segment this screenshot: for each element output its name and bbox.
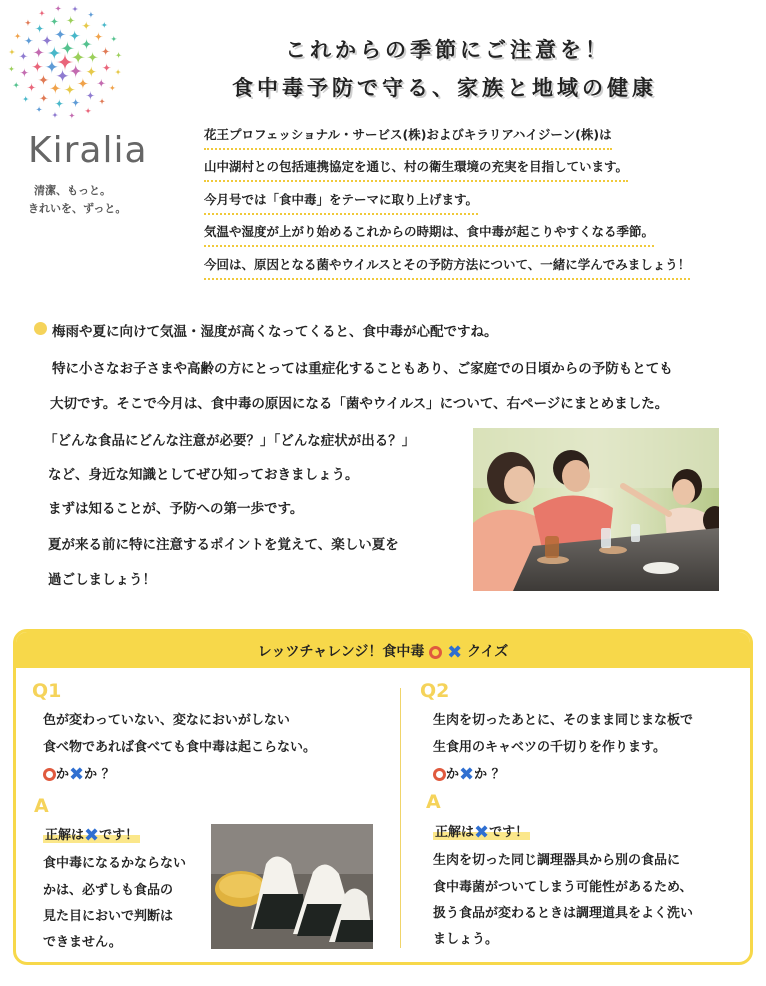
q1-choice: か✖か ？ [43, 763, 115, 782]
sparkle-mark [88, 11, 95, 18]
sparkle-mark [22, 96, 29, 103]
circle-icon [43, 768, 56, 781]
bullet-dot-icon [34, 322, 47, 335]
cross-icon: ✖ [459, 764, 475, 785]
body-line: 梅雨や夏に向けて気温・湿度が高くなってくると、食中毒が心配ですね。 [52, 324, 498, 340]
sparkle-mark [81, 38, 93, 50]
q2-line: 生肉を切ったあとに、そのまま同じまな板で [433, 713, 694, 728]
sparkle-mark [39, 10, 46, 17]
sparkle-mark [36, 106, 43, 113]
body-line: 「どんな食品にどんな注意が必要？」「どんな症状が出る？」 [44, 433, 416, 449]
quiz-title-prefix: レッツチャレンジ！食中毒 [257, 644, 425, 660]
kiralia-logo [0, 0, 148, 215]
a1-explain: かは、必ずしも食品の [43, 883, 174, 898]
a2-correct: 正解は✖です！ [435, 822, 529, 843]
sparkle-mark [94, 32, 103, 41]
sparkle-mark [27, 83, 36, 92]
intro-line: 花王プロフェッショナル・サービス(株)およびキラリアハイジーン(株)は [204, 125, 612, 150]
sparkle-mark [13, 82, 20, 89]
sparkle-mark [85, 66, 97, 78]
sparkle-mark [19, 52, 28, 61]
headline-line-2: 食中毒予防で守る、家族と地域の健康 [232, 76, 657, 100]
q2-label: Q2 [420, 680, 450, 702]
sparkle-mark [109, 85, 116, 92]
sparkle-mark [50, 17, 59, 26]
sparkle-mark [60, 41, 74, 55]
headline-line-1: これからの季節にご注意を！ [285, 38, 610, 62]
q1-line: 食べ物であれば食べても食中毒は起こらない。 [43, 740, 317, 755]
q2-line: 生食用のキャベツの千切りを作ります。 [433, 740, 666, 755]
q1-label: Q1 [32, 680, 62, 702]
q1-line: 色が変わっていない、変なにおいがしない [43, 713, 290, 728]
circle-correct-icon [429, 646, 442, 659]
intro-line: 今回は、原因となる菌やウイルスとその予防方法について、一緒に学んでみましょう！ [204, 255, 690, 280]
body-line: 過ごしましょう！ [48, 572, 156, 588]
sparkle-mark [14, 33, 21, 40]
q2-choice: か✖か ？ [433, 763, 505, 782]
sparkle-mark [66, 16, 75, 25]
tagline-2: きれいを、ずっと。 [28, 202, 127, 215]
sparkle-mark [102, 63, 111, 72]
sparkle-mark [69, 30, 81, 42]
intro-line: 今月号では「食中毒」をテーマに取り上げます。 [204, 190, 478, 215]
body-line: など、身近な知識としてぜひ知っておきましょう。 [48, 467, 359, 483]
a2-explain: 食中毒菌がついてしまう可能性があるため、 [433, 880, 693, 895]
sparkle-mark [82, 21, 91, 30]
sparkle-mark [72, 6, 79, 13]
a1-correct: 正解は✖です！ [45, 825, 139, 846]
cross-icon: ✖ [84, 825, 100, 846]
circle-icon [433, 768, 446, 781]
sparkle-mark [54, 29, 66, 41]
sparkle-mark [115, 52, 122, 59]
sparkle-mark [115, 69, 122, 76]
sparkle-mark [87, 51, 99, 63]
sparkle-mark [71, 50, 85, 64]
a1-explain: 見た目においで判断は [43, 909, 174, 924]
body-line: 特に小さなお子さまや高齢の方にとっては重症化することもあり、ご家庭での日頃からの予防もとても [52, 361, 673, 377]
sparkle-mark [69, 64, 83, 78]
body-line: 大切です。そこで今月は、食中毒の原因になる「菌やウイルス」について、右ページにまとめました。 [50, 396, 669, 412]
body-line: まずは知ることが、予防への第一歩です。 [48, 501, 304, 517]
sparkle-mark [9, 49, 16, 56]
a1-explain: 食中毒になるかならない [43, 856, 187, 871]
onigiri-photo [211, 824, 373, 949]
sparkle-mark [64, 84, 76, 96]
a2-explain: 生肉を切った同じ調理器具から別の食品に [433, 853, 681, 868]
column-divider [400, 688, 401, 948]
intro-line: 気温や湿度が上がり始めるこれからの時期は、食中毒が起こりやすくなる季節。 [204, 222, 654, 247]
sparkle-mark [35, 24, 44, 33]
quiz-box [13, 629, 753, 965]
tagline-1: 清潔、もっと。 [34, 184, 111, 197]
family-photo [473, 428, 719, 591]
sparkle-mark [97, 79, 106, 88]
intro-line: 山中湖村との包括連携協定を通じ、村の衛生環境の充実を目指しています。 [204, 157, 628, 182]
sparkle-mark [33, 46, 45, 58]
sparkle-mark [85, 107, 92, 114]
sparkle-mark [55, 99, 64, 108]
sparkle-mark [39, 94, 48, 103]
a2-explain: 扱う食品が変わるときは調理道具をよく洗い [433, 906, 694, 921]
sparkle-mark [55, 69, 69, 83]
brand-name: Kiralia [28, 130, 148, 171]
a1-explain: できません。 [43, 935, 122, 950]
sparkle-mark [38, 74, 50, 86]
sparkle-mark [68, 112, 75, 119]
sparkle-mark [49, 82, 61, 94]
sparkle-mark [25, 19, 32, 26]
sparkle-mark [77, 78, 89, 90]
sparkle-mark [99, 98, 106, 105]
sparkle-mark [55, 5, 62, 12]
cross-wrong-icon: ✖ [447, 642, 463, 663]
sparkle-mark [71, 98, 80, 107]
cross-icon: ✖ [474, 822, 490, 843]
a2-label: A [426, 791, 441, 813]
quiz-title [16, 641, 750, 661]
sparkle-mark [41, 35, 53, 47]
cross-icon: ✖ [69, 764, 85, 785]
sparkle-mark [56, 53, 74, 71]
sparkle-mark [101, 47, 110, 56]
body-line: 夏が来る前に特に注意するポイントを覚えて、楽しい夏を [48, 537, 399, 553]
sparkle-mark [52, 112, 59, 119]
quiz-title-suffix: クイズ [467, 644, 509, 660]
sparkle-logo-icon [0, 0, 140, 125]
sparkle-mark [8, 65, 15, 72]
sparkle-mark [20, 68, 29, 77]
sparkle-mark [32, 61, 44, 73]
a1-label: A [34, 795, 49, 817]
sparkle-mark [47, 46, 61, 60]
sparkle-mark [110, 36, 117, 43]
sparkle-mark [101, 22, 108, 29]
a2-explain: ましょう。 [433, 932, 499, 947]
sparkle-mark [86, 91, 95, 100]
sparkle-mark [45, 60, 59, 74]
sparkle-mark [24, 36, 33, 45]
